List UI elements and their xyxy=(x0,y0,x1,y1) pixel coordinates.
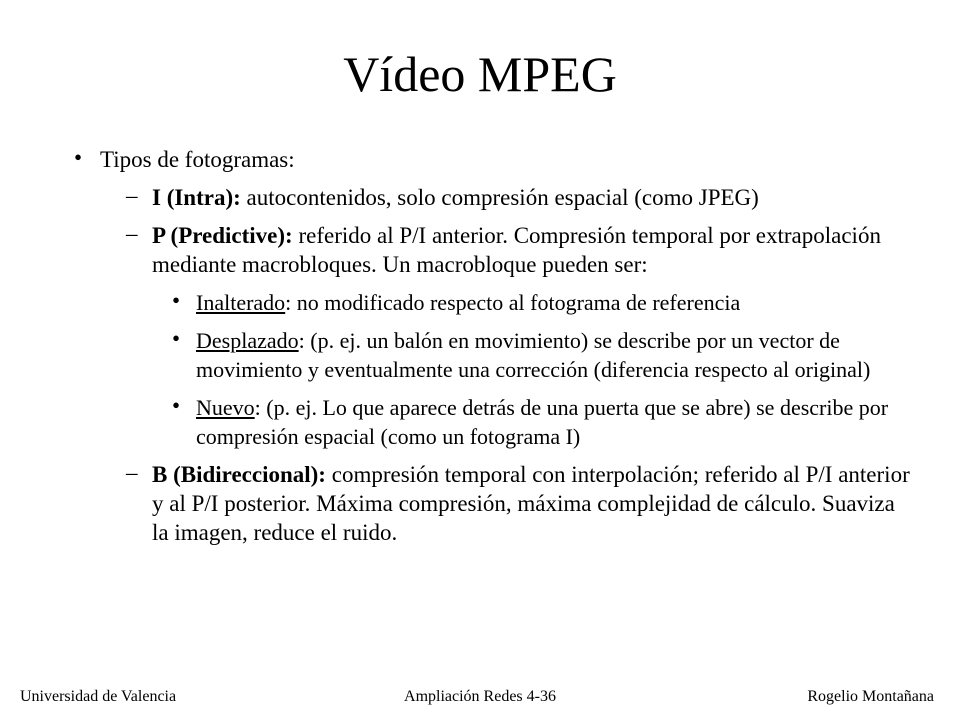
term-inalterado: Inalterado xyxy=(196,290,286,315)
subsub-nuevo xyxy=(172,393,914,451)
dash-marker: – xyxy=(126,460,138,485)
subsub-text: : (p. ej. Lo que aparece detrás de una puerta que se abre) se describe por compresión espacial (como un fotograma I) xyxy=(196,395,889,449)
bullet-marker: • xyxy=(74,145,83,170)
term-bidireccional: B (Bidireccional): xyxy=(152,462,326,487)
subsub-text: : (p. ej. un balón en movimiento) se describe por un vector de movimiento y eventualmente una corrección (diferencia respecto al original) xyxy=(196,328,871,382)
term-intra: I (Intra): xyxy=(152,185,241,210)
bullet-text: Tipos de fotogramas: xyxy=(100,147,295,172)
bullet-marker: • xyxy=(172,288,181,313)
dash-marker: – xyxy=(126,221,138,246)
subbullet-text: compresión temporal con interpolación; referido al P/I anterior y al P/I posterior. Máxima compresión, máxima complejidad de cálculo. Suaviza la imagen, reduce el ruido. xyxy=(152,462,910,545)
footer-center: Ampliación Redes 4-36 xyxy=(404,688,556,705)
bullet-tipos xyxy=(74,145,914,174)
subsub-inalterado xyxy=(172,288,914,317)
bullet-marker: • xyxy=(172,326,181,351)
subsub-desplazado xyxy=(172,326,914,384)
slide-title: Vídeo MPEG xyxy=(343,46,617,102)
bullet-marker: • xyxy=(172,393,181,418)
dash-marker: – xyxy=(126,183,138,208)
footer-right: Rogelio Montañana xyxy=(807,688,934,705)
subbullet-b xyxy=(126,460,914,547)
term-desplazado: Desplazado xyxy=(196,328,299,353)
subsub-text: : no modificado respecto al fotograma de referencia xyxy=(285,290,741,315)
footer-left: Universidad de Valencia xyxy=(20,688,177,705)
term-nuevo: Nuevo xyxy=(196,395,255,420)
subbullet-p xyxy=(126,221,914,279)
term-predictive: P (Predictive): xyxy=(152,223,293,248)
subbullet-text: referido al P/I anterior. Compresión temporal por extrapolación mediante macrobloques. Un macrobloque pueden ser: xyxy=(152,223,881,277)
subbullet-text: autocontenidos, solo compresión espacial (como JPEG) xyxy=(240,185,759,210)
slide-content xyxy=(74,145,914,547)
subbullet-i xyxy=(126,183,914,212)
